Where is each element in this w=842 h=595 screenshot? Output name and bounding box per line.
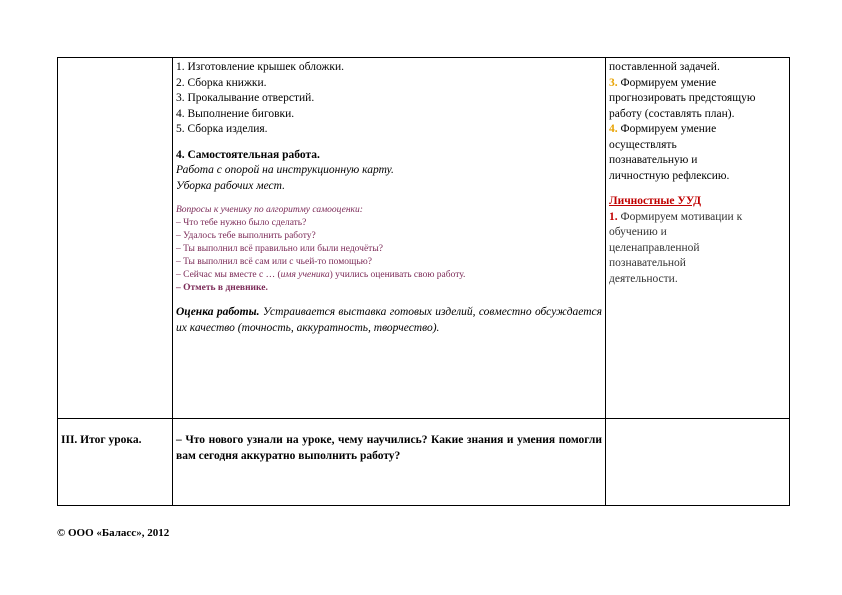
independent-work-heading: 4. Самостоятельная работа. [176,148,320,161]
stage-summary-cell [173,419,606,506]
student-name-placeholder: имя ученика [280,270,330,280]
self-assessment-question: – Ты выполнил всё сам или с чьей-то помощью? [176,257,372,267]
independent-work-line: Работа с опорой на инструкционную карту. [176,164,394,176]
self-assessment-question: – Сейчас мы вместе с … (имя ученика) учились оценивать свою работу. [176,270,466,280]
uud-line: работу (составлять план). [609,107,735,120]
self-assessment-question: – Ты выполнил всё правильно или были недочёты? [176,244,383,254]
self-assessment-heading: Вопросы к ученику по алгоритму самооценки: [176,205,363,215]
stage-summary-text: – Что нового узнали на уроке, чему научились? Какие знания и умения помогли вам сегодня аккуратно выполнить работу? [176,434,602,462]
stage-uud-cell-empty [606,419,790,506]
stage-cell-empty [58,58,173,419]
uud-line: познавательной [609,257,686,269]
evaluation-label: Оценка работы. [176,306,260,318]
uud-line: целенаправленной [609,241,700,254]
copyright-footer: © ООО «Баласс», 2012 [57,527,170,539]
stage-title: III. Итог урока. [58,419,173,506]
uud-line: обучению и [609,226,667,238]
table-row [58,58,790,419]
table-row [58,419,790,506]
step-item: 2. Сборка книжки. [176,76,267,89]
uud-cell [606,58,790,419]
step-item: 3. Прокалывание отверстий. [176,92,315,104]
self-assessment-question: – Удалось тебе выполнить работу? [176,231,316,241]
lesson-plan-table [57,57,790,506]
uud-line: деятельности. [609,272,678,285]
teacher-activity-cell [173,58,606,419]
uud-item-number: 4. [609,123,618,135]
personal-uud-heading: Личностные УУД [609,195,702,207]
step-item: 4. Выполнение биговки. [176,107,295,120]
uud-item: 3. Формируем умение [609,76,717,89]
uud-line: личностную рефлексию. [609,169,730,182]
uud-line: поставленной задачей. [609,61,720,73]
uud-item-number: 3. [609,76,618,89]
self-assessment-question: – Отметь в дневнике. [176,283,268,293]
self-assessment-question: – Что тебе нужно было сделать? [176,218,307,228]
uud-line: осуществлять [609,138,677,151]
uud-item: 4. Формируем умение [609,123,717,135]
evaluation-paragraph: Оценка работы. Устраивается выставка готовых изделий, совместно обсуждается их качество (точность, аккуратность, творчество). [176,306,602,334]
uud-line: прогнозировать предстоящую [609,92,756,104]
uud-line: познавательную и [609,154,698,166]
uud-item-number: 1. [609,210,618,223]
uud-item: 1. Формируем мотивации к [609,210,743,223]
step-item: 5. Сборка изделия. [176,123,268,135]
independent-work-line: Уборка рабочих мест. [176,179,285,192]
step-item: 1. Изготовление крышек обложки. [176,61,344,73]
